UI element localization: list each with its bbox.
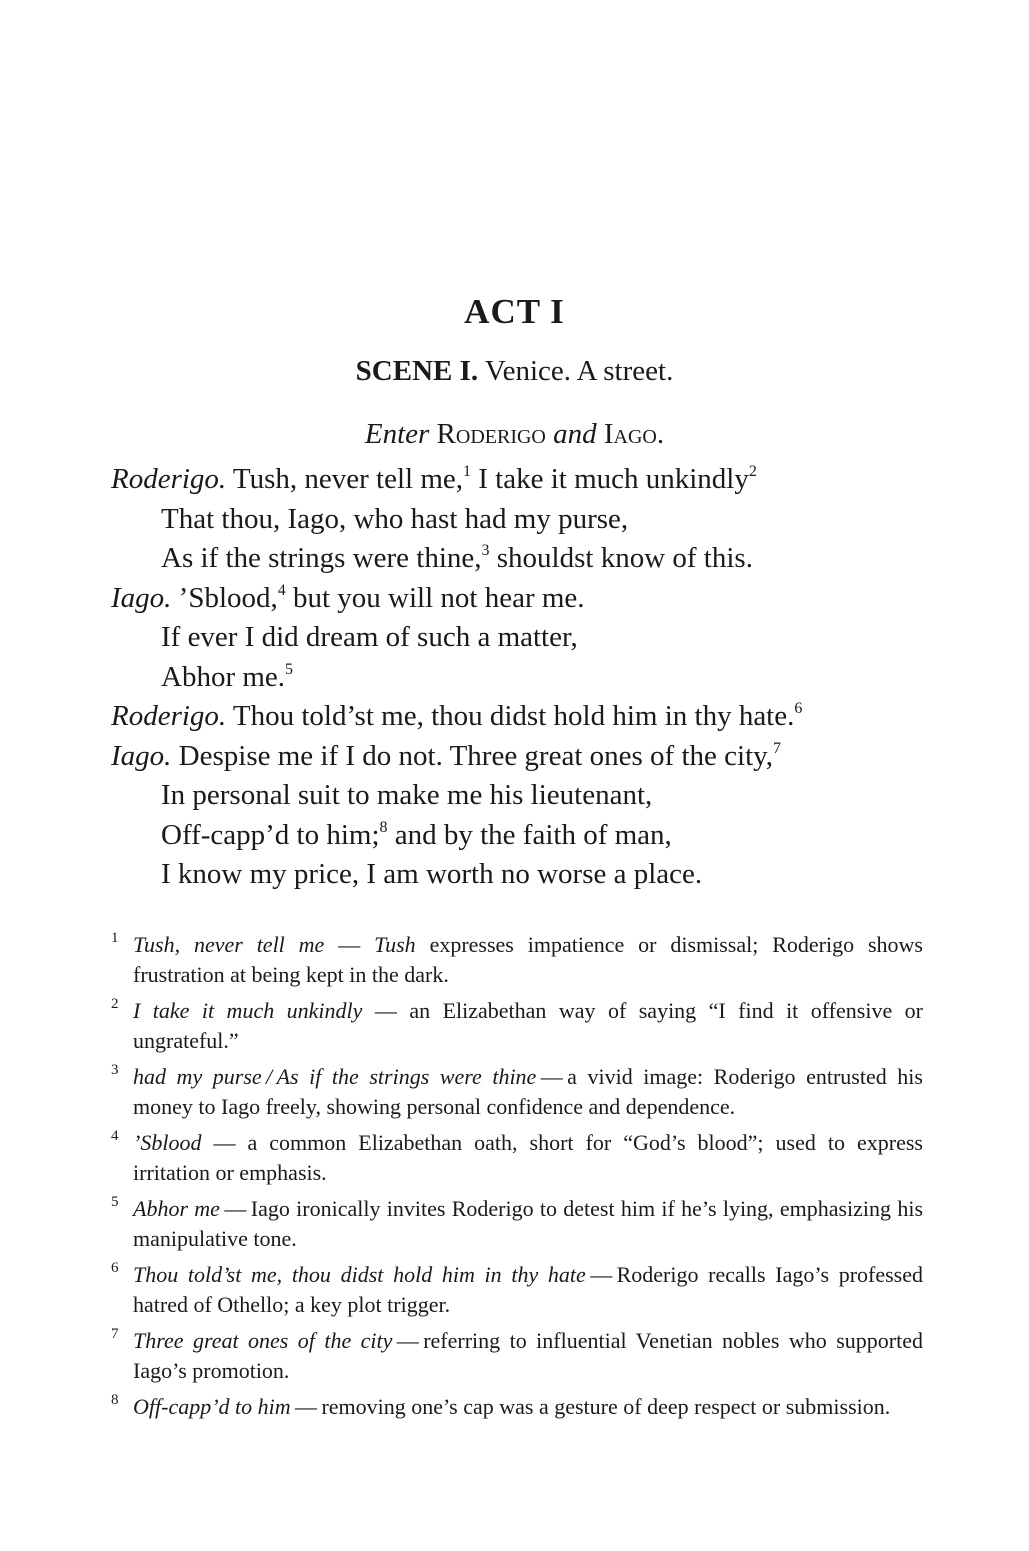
footnote-text: Iago ironically invites Roderigo to detest him if he’s lying, emphasizing his manipulative tone.: [133, 1196, 924, 1251]
footnote-term: Off-capp’d to him: [133, 1394, 291, 1419]
footnote-term: Three great ones of the city: [133, 1328, 393, 1353]
footnote-marker: 8: [379, 818, 388, 836]
footnote-marker: 6: [794, 700, 803, 718]
verse-line: Iago. ’Sblood,$^4$ but you will not hear me.: [111, 581, 585, 614]
footnote-number: 7: [111, 1326, 119, 1342]
footnote-number: 2: [111, 996, 119, 1012]
verse-line: If ever I did dream of such a matter,: [161, 621, 578, 653]
verse-line: Roderigo. Thou told’st me, thou didst hold him in thy hate.$^6$: [111, 700, 803, 732]
footnote-marker: 3: [481, 542, 490, 560]
footnote-number: 1: [111, 930, 119, 946]
scene-label: SCENE I.: [355, 355, 479, 387]
footnote-marker: 1: [463, 463, 471, 481]
speaker-name: Iago.: [111, 581, 172, 614]
footnote-term: had my purse / As if the strings were thine: [133, 1064, 537, 1089]
stage-character-roderigo: Roderigo: [436, 418, 546, 450]
stage-character-iago: Iago.: [603, 418, 665, 450]
footnote-term: Thou told’st me, thou didst hold him in thy hate: [133, 1262, 586, 1287]
verse-line: Roderigo. Tush, never tell me,$^1$ I take it much unkindly$^2$: [111, 463, 757, 495]
scene-heading: [0, 355, 1029, 388]
footnote-term: I take it much unkindly: [133, 998, 363, 1023]
verse-line: As if the strings were thine,$^3$ shouldst know of this.: [161, 542, 753, 574]
footnote-text: a common Elizabethan oath, short for “God’s blood”; used to express irritation or emphasis.: [133, 1130, 923, 1185]
verse-block: [111, 460, 931, 895]
footnote: 7 Three great ones of the city — referring to influential Venetian nobles who supported Iago’s promotion.: [111, 1326, 923, 1386]
footnote-number: 4: [111, 1128, 119, 1144]
verse-line: Iago. Despise me if I do not. Three great ones of the city,$^7$: [111, 739, 781, 772]
footnote-text: referring to influential Venetian nobles who supported Iago’s promotion.: [133, 1328, 923, 1383]
footnote: 4 ’Sblood — a common Elizabethan oath, short for “God’s blood”; used to express irritation or emphasis.: [111, 1128, 923, 1188]
footnote-term: Abhor me: [133, 1196, 220, 1221]
footnote: 3 had my purse / As if the strings were thine — a vivid image: Roderigo entrusted his money to Iago freely, showing personal confidence and dependence.: [111, 1062, 923, 1122]
footnote-number: 8: [111, 1392, 119, 1408]
verse-line: Off-capp’d to him;$^8$ and by the faith of man,: [161, 818, 672, 851]
footnote-text: Roderigo recalls Iago’s professed hatred of Othello; a key plot trigger.: [133, 1262, 924, 1317]
footnotes: [111, 930, 923, 1428]
footnote: 6 Thou told’st me, thou didst hold him in thy hate — Roderigo recalls Iago’s professed hatred of Othello; a key plot trigger.: [111, 1260, 923, 1320]
footnote-marker: 2: [748, 463, 757, 481]
footnote-number: 6: [111, 1260, 119, 1276]
footnote-text: removing one’s cap was a gesture of deep respect or submission.: [321, 1394, 891, 1419]
scene-place: Venice. A street.: [478, 355, 674, 387]
speaker-name: Roderigo.: [111, 463, 227, 495]
footnote: 5 Abhor me — Iago ironically invites Roderigo to detest him if he’s lying, emphasizing his manipulative tone.: [111, 1194, 923, 1254]
footnote: 2 I take it much unkindly — an Elizabethan way of saying “I find it offensive or ungrateful.”: [111, 996, 923, 1056]
verse-line: In personal suit to make me his lieutenant,: [161, 779, 653, 811]
speaker-name: Iago.: [111, 739, 172, 772]
verse-line: Abhor me.$^5$: [161, 660, 293, 693]
footnote-text: an Elizabethan way of saying “I find it offensive or ungrateful.”: [133, 998, 923, 1053]
verse-line: That thou, Iago, who hast had my purse,: [161, 502, 629, 535]
stage-and: and: [545, 418, 604, 450]
footnote-text: a vivid image: Roderigo entrusted his money to Iago freely, showing personal confidence and dependence.: [133, 1064, 923, 1119]
footnote-marker: 4: [277, 581, 286, 599]
footnote-marker: 5: [285, 660, 293, 678]
footnote-term: ’Sblood: [133, 1130, 202, 1155]
footnote: 8 Off-capp’d to him — removing one’s cap was a gesture of deep respect or submission.: [111, 1392, 923, 1422]
stage-direction: [0, 418, 1029, 451]
verse-line: I know my price, I am worth no worse a place.: [161, 858, 703, 890]
footnote-number: 5: [111, 1194, 119, 1210]
footnote-marker: 7: [773, 739, 781, 757]
footnote-term: Tush: [374, 932, 416, 957]
footnote-text: expresses impatience or dismissal; Roderigo shows frustration at being kept in the dark.: [133, 932, 923, 987]
footnote-number: 3: [111, 1062, 119, 1078]
stage-enter: Enter: [364, 418, 437, 450]
act-heading: ACT I: [464, 292, 565, 331]
speaker-name: Roderigo.: [111, 700, 227, 732]
footnote-term: Tush, never tell me: [133, 932, 325, 957]
footnote: 1 Tush, never tell me — Tush expresses impatience or dismissal; Roderigo shows frustration at being kept in the dark.: [111, 930, 923, 990]
